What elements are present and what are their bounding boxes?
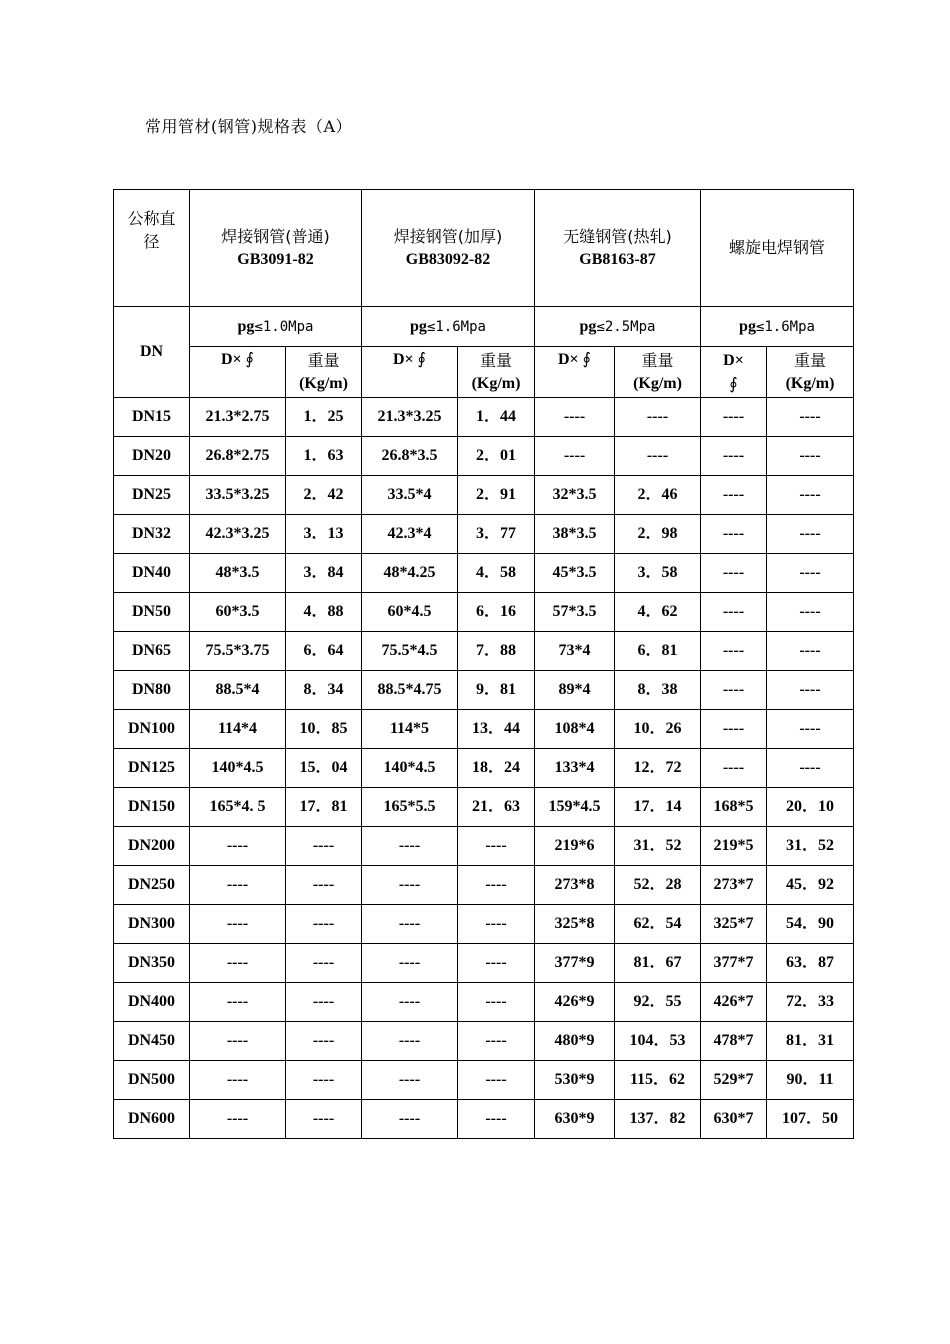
table-row [114, 1100, 854, 1139]
table-cell: ---- [362, 866, 458, 905]
table-cell: 63．87 [767, 944, 854, 983]
table-cell: ---- [701, 476, 767, 515]
table-cell: 3．58 [615, 554, 701, 593]
row-dn-label: DN40 [114, 554, 190, 593]
table-cell: ---- [767, 671, 854, 710]
table-row [114, 866, 854, 905]
table-row [114, 710, 854, 749]
table-cell: 10．85 [286, 710, 362, 749]
table-cell: 57*3.5 [535, 593, 615, 632]
table-cell: ---- [458, 827, 535, 866]
row-dn-label: DN100 [114, 710, 190, 749]
row-dn-label: DN80 [114, 671, 190, 710]
table-cell: 60*3.5 [190, 593, 286, 632]
table-cell: 38*3.5 [535, 515, 615, 554]
table-cell: 377*9 [535, 944, 615, 983]
row-dn-label: DN125 [114, 749, 190, 788]
table-cell: 17．81 [286, 788, 362, 827]
header-group-seamless: 无缝钢管(热轧) GB8163-87 [535, 190, 701, 307]
table-cell: 12．72 [615, 749, 701, 788]
table-cell: 88.5*4.75 [362, 671, 458, 710]
dim-label: D× ∮ [190, 347, 286, 398]
table-cell: 219*5 [701, 827, 767, 866]
table-row [114, 398, 854, 437]
table-cell: 26.8*2.75 [190, 437, 286, 476]
table-cell: 20．10 [767, 788, 854, 827]
row-dn-label: DN65 [114, 632, 190, 671]
table-cell: ---- [190, 1100, 286, 1139]
table-cell: 21.3*2.75 [190, 398, 286, 437]
table-cell: ---- [701, 671, 767, 710]
table-cell: ---- [362, 983, 458, 1022]
table-cell: 104．53 [615, 1022, 701, 1061]
table-row [114, 671, 854, 710]
table-cell: 114*4 [190, 710, 286, 749]
table-cell: 15．04 [286, 749, 362, 788]
dim-label: D× ∮ [701, 347, 767, 398]
table-cell: 115．62 [615, 1061, 701, 1100]
header-group-welded-standard: 焊接钢管(普通) GB3091-82 [190, 190, 362, 307]
table-row [114, 983, 854, 1022]
table-cell: ---- [767, 710, 854, 749]
table-cell: 73*4 [535, 632, 615, 671]
table-cell: 21.3*3.25 [362, 398, 458, 437]
table-cell: ---- [286, 905, 362, 944]
table-cell: 8．34 [286, 671, 362, 710]
row-dn-label: DN300 [114, 905, 190, 944]
table-cell: 90．11 [767, 1061, 854, 1100]
table-cell: 42.3*4 [362, 515, 458, 554]
table-cell: ---- [767, 749, 854, 788]
table-cell: ---- [767, 437, 854, 476]
table-cell: 81．31 [767, 1022, 854, 1061]
table-cell: ---- [701, 710, 767, 749]
table-cell: 32*3.5 [535, 476, 615, 515]
table-cell: 273*8 [535, 866, 615, 905]
row-dn-label: DN500 [114, 1061, 190, 1100]
table-cell: 7．88 [458, 632, 535, 671]
table-cell: 21．63 [458, 788, 535, 827]
table-cell: 89*4 [535, 671, 615, 710]
header-dn: DN [114, 307, 190, 398]
table-cell: 52．28 [615, 866, 701, 905]
table-row [114, 515, 854, 554]
page-title: 常用管材(钢管)规格表（A） [145, 117, 353, 136]
table-cell: 114*5 [362, 710, 458, 749]
row-dn-label: DN250 [114, 866, 190, 905]
table-cell: 140*4.5 [190, 749, 286, 788]
table-cell: ---- [458, 1022, 535, 1061]
table-row [114, 1022, 854, 1061]
table-cell: 1．44 [458, 398, 535, 437]
table-cell: ---- [286, 827, 362, 866]
table-cell: ---- [362, 1100, 458, 1139]
row-dn-label: DN20 [114, 437, 190, 476]
table-cell: ---- [190, 1061, 286, 1100]
table-cell: 18．24 [458, 749, 535, 788]
row-dn-label: DN450 [114, 1022, 190, 1061]
table-cell: ---- [458, 866, 535, 905]
table-cell: 13．44 [458, 710, 535, 749]
table-cell: ---- [767, 398, 854, 437]
row-dn-label: DN400 [114, 983, 190, 1022]
table-cell: ---- [767, 554, 854, 593]
table-cell: ---- [190, 1022, 286, 1061]
table-cell: 159*4.5 [535, 788, 615, 827]
header-row-subcolumns [114, 347, 854, 398]
table-cell: 133*4 [535, 749, 615, 788]
table-cell: 42.3*3.25 [190, 515, 286, 554]
weight-label: 重量 (Kg/m) [615, 347, 701, 398]
table-cell: 3．77 [458, 515, 535, 554]
table-cell: 33.5*3.25 [190, 476, 286, 515]
table-cell: 2．46 [615, 476, 701, 515]
table-row [114, 437, 854, 476]
table-cell: 26.8*3.5 [362, 437, 458, 476]
table-cell: 529*7 [701, 1061, 767, 1100]
table-cell: ---- [362, 827, 458, 866]
table-cell: ---- [286, 866, 362, 905]
table-cell: 9．81 [458, 671, 535, 710]
table-cell: ---- [701, 593, 767, 632]
row-dn-label: DN50 [114, 593, 190, 632]
table-cell: 81．67 [615, 944, 701, 983]
table-row [114, 593, 854, 632]
table-cell: ---- [701, 437, 767, 476]
table-cell: 107．50 [767, 1100, 854, 1139]
table-cell: 219*6 [535, 827, 615, 866]
table-cell: ---- [286, 1061, 362, 1100]
table-cell: ---- [362, 1022, 458, 1061]
row-dn-label: DN350 [114, 944, 190, 983]
table-cell: ---- [190, 944, 286, 983]
table-cell: ---- [458, 944, 535, 983]
table-cell: 54．90 [767, 905, 854, 944]
table-cell: ---- [286, 1022, 362, 1061]
table-row [114, 944, 854, 983]
table-cell: ---- [767, 476, 854, 515]
pressure-group-1: pg≤1.0Mpa [190, 307, 362, 347]
header-group-welded-thick: 焊接钢管(加厚) GB83092-82 [362, 190, 535, 307]
table-cell: 17．14 [615, 788, 701, 827]
pressure-group-4: pg≤1.6Mpa [701, 307, 854, 347]
table-cell: ---- [767, 515, 854, 554]
dim-label: D× ∮ [362, 347, 458, 398]
table-cell: 4．88 [286, 593, 362, 632]
table-cell: 92．55 [615, 983, 701, 1022]
table-row [114, 1061, 854, 1100]
table-cell: ---- [190, 983, 286, 1022]
table-cell: ---- [535, 398, 615, 437]
table-cell: 62．54 [615, 905, 701, 944]
table-cell: 8．38 [615, 671, 701, 710]
table-row [114, 554, 854, 593]
header-group-spiral: 螺旋电焊钢管 [701, 190, 854, 307]
table-cell: 88.5*4 [190, 671, 286, 710]
table-cell: 31．52 [615, 827, 701, 866]
table-cell: 377*7 [701, 944, 767, 983]
table-cell: 6．64 [286, 632, 362, 671]
table-cell: 480*9 [535, 1022, 615, 1061]
table-cell: 4．62 [615, 593, 701, 632]
table-cell: 630*9 [535, 1100, 615, 1139]
header-row-groups [114, 190, 854, 307]
table-row [114, 827, 854, 866]
table-cell: 2．42 [286, 476, 362, 515]
table-cell: 33.5*4 [362, 476, 458, 515]
weight-label: 重量 (Kg/m) [286, 347, 362, 398]
table-cell: ---- [767, 593, 854, 632]
table-cell: 45*3.5 [535, 554, 615, 593]
table-cell: ---- [458, 905, 535, 944]
row-dn-label: DN15 [114, 398, 190, 437]
table-cell: 31．52 [767, 827, 854, 866]
weight-label: 重量 (Kg/m) [767, 347, 854, 398]
table-cell: 72．33 [767, 983, 854, 1022]
table-cell: 426*7 [701, 983, 767, 1022]
table-cell: 2．98 [615, 515, 701, 554]
table-cell: 4．58 [458, 554, 535, 593]
table-cell: 2．01 [458, 437, 535, 476]
row-dn-label: DN150 [114, 788, 190, 827]
table-cell: 165*5.5 [362, 788, 458, 827]
pipe-spec-table [113, 189, 854, 1139]
table-cell: 426*9 [535, 983, 615, 1022]
table-cell: 45．92 [767, 866, 854, 905]
table-row [114, 905, 854, 944]
row-dn-label: DN200 [114, 827, 190, 866]
header-row-pressure [114, 307, 854, 347]
table-cell: 325*8 [535, 905, 615, 944]
table-cell: 165*4. 5 [190, 788, 286, 827]
table-cell: 478*7 [701, 1022, 767, 1061]
table-cell: 273*7 [701, 866, 767, 905]
row-dn-label: DN600 [114, 1100, 190, 1139]
table-cell: ---- [701, 749, 767, 788]
table-cell: ---- [362, 905, 458, 944]
table-cell: ---- [362, 1061, 458, 1100]
table-cell: 1．63 [286, 437, 362, 476]
table-cell: 530*9 [535, 1061, 615, 1100]
table-cell: 168*5 [701, 788, 767, 827]
table-row [114, 788, 854, 827]
table-cell: ---- [701, 398, 767, 437]
table-cell: ---- [362, 944, 458, 983]
table-cell: 3．13 [286, 515, 362, 554]
table-cell: ---- [701, 554, 767, 593]
table-cell: ---- [190, 905, 286, 944]
table-cell: 48*4.25 [362, 554, 458, 593]
pressure-group-3: pg≤2.5Mpa [535, 307, 701, 347]
table-cell: ---- [615, 437, 701, 476]
table-cell: 3．84 [286, 554, 362, 593]
table-cell: ---- [458, 983, 535, 1022]
table-cell: ---- [701, 632, 767, 671]
table-cell: 140*4.5 [362, 749, 458, 788]
row-dn-label: DN32 [114, 515, 190, 554]
header-nominal-diameter: 公称直 径 [114, 190, 190, 307]
dim-label: D× ∮ [535, 347, 615, 398]
table-row [114, 632, 854, 671]
table-cell: 10．26 [615, 710, 701, 749]
table-cell: 6．81 [615, 632, 701, 671]
table-cell: ---- [190, 866, 286, 905]
table-cell: ---- [458, 1100, 535, 1139]
table-cell: ---- [286, 944, 362, 983]
table-cell: 1．25 [286, 398, 362, 437]
table-cell: 75.5*3.75 [190, 632, 286, 671]
table-cell: ---- [535, 437, 615, 476]
table-cell: 137．82 [615, 1100, 701, 1139]
weight-label: 重量 (Kg/m) [458, 347, 535, 398]
table-cell: 325*7 [701, 905, 767, 944]
table-cell: ---- [190, 827, 286, 866]
table-cell: 6．16 [458, 593, 535, 632]
table-cell: 75.5*4.5 [362, 632, 458, 671]
table-cell: 60*4.5 [362, 593, 458, 632]
table-cell: ---- [286, 1100, 362, 1139]
table-row [114, 749, 854, 788]
table-row [114, 476, 854, 515]
table-cell: ---- [701, 515, 767, 554]
pressure-group-2: pg≤1.6Mpa [362, 307, 535, 347]
table-cell: ---- [767, 632, 854, 671]
row-dn-label: DN25 [114, 476, 190, 515]
table-cell: ---- [615, 398, 701, 437]
table-cell: 108*4 [535, 710, 615, 749]
table-cell: ---- [458, 1061, 535, 1100]
table-cell: 2．91 [458, 476, 535, 515]
table-cell: 630*7 [701, 1100, 767, 1139]
table-cell: 48*3.5 [190, 554, 286, 593]
table-cell: ---- [286, 983, 362, 1022]
